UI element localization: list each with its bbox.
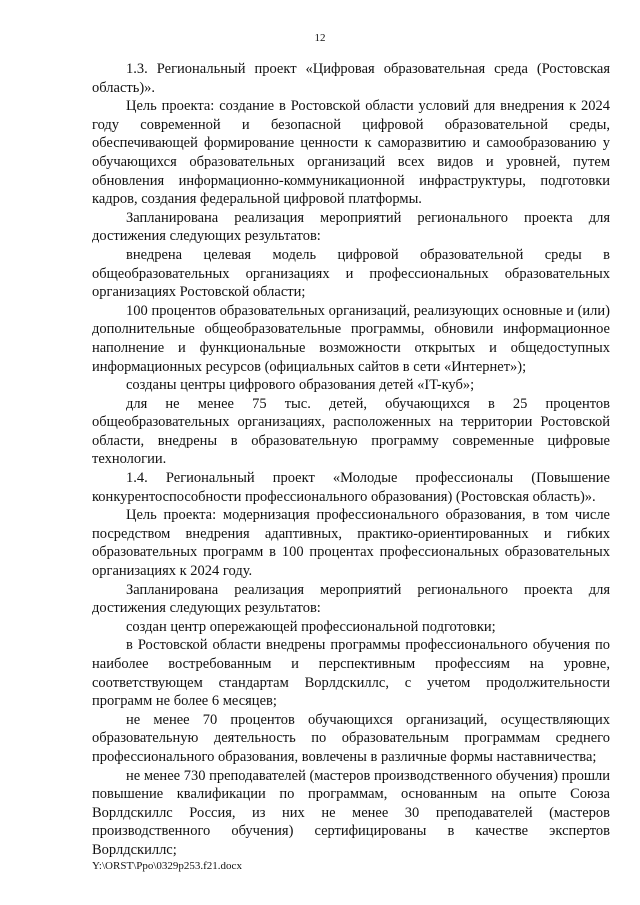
paragraph: создан центр опережающей профессиональной подготовки;	[126, 618, 496, 635]
paragraph: 100 процентов образовательных организаций, реализующих основные и (или) дополнительные общеобразовательные программы, обновили информационное наполнение и функциональные возможности открытых и общедоступных информационных ресурсов (официальных сайтов в сети «Интернет»);	[92, 302, 610, 375]
document-body	[92, 60, 610, 860]
paragraph: не менее 70 процентов обучающихся организаций, осуществляющих образовательную деятельность по образовательным программам среднего профессионального образования, вовлечены в различные формы наставничества;	[92, 711, 610, 765]
paragraph: для не менее 75 тыс. детей, обучающихся в 25 процентов общеобразовательных организациях, расположенных на территории Ростовской области, внедрены в образовательную программу современные цифровые технологии.	[92, 395, 610, 468]
section-heading-1-3: 1.3. Региональный проект «Цифровая образовательная среда (Ростовская область)».	[92, 61, 610, 96]
section-heading-1-4: 1.4. Региональный проект «Молодые профессионалы (Повышение конкурентоспособности профессионального образования) (Ростовская область)».	[92, 470, 610, 505]
file-path-footer: Y:\ORST\Ppo\0329p253.f21.docx	[92, 860, 242, 872]
paragraph: Запланирована реализация мероприятий регионального проекта для достижения следующих результатов:	[92, 581, 610, 617]
paragraph: в Ростовской области внедрены программы профессионального обучения по наиболее востребованным и перспективным профессиям на уровне, соответствующем стандартам Ворлдскиллс, с учетом продолжительности программ не более 6 месяцев;	[92, 637, 610, 710]
paragraph: Цель проекта: модернизация профессионального образования, в том числе посредством внедрения адаптивных, практико-ориентированных и гибких образовательных программ в 100 процентах профессиональных образовательных организациях к 2024 году.	[92, 507, 610, 580]
paragraph: внедрена целевая модель цифровой образовательной среды в общеобразовательных организациях и профессиональных образовательных организациях Ростовской области;	[92, 246, 610, 301]
paragraph: созданы центры цифрового образования детей «IT-куб»;	[126, 377, 475, 394]
page-number: 12	[314, 32, 326, 44]
paragraph: Запланирована реализация мероприятий регионального проекта для достижения следующих результатов:	[92, 209, 610, 245]
paragraph: не менее 730 преподавателей (мастеров производственного обучения) прошли повышение квалификации по программам, основанным на опыте Союза Ворлдскиллс Россия, из них не менее 30 преподавателей (мастеров производственного обучения) сертифицированы в качестве экспертов Ворлдскиллс;	[92, 767, 611, 858]
paragraph: Цель проекта: создание в Ростовской области условий для внедрения к 2024 году современной и безопасной цифровой образовательной среды, обеспечивающей формирование ценности к саморазвитию и самообразованию у обучающихся образовательных организаций всех видов и уровней, путем обновления информационно-коммуникационной инфраструктуры, подготовки кадров, создания федеральной цифровой платформы.	[92, 98, 610, 208]
